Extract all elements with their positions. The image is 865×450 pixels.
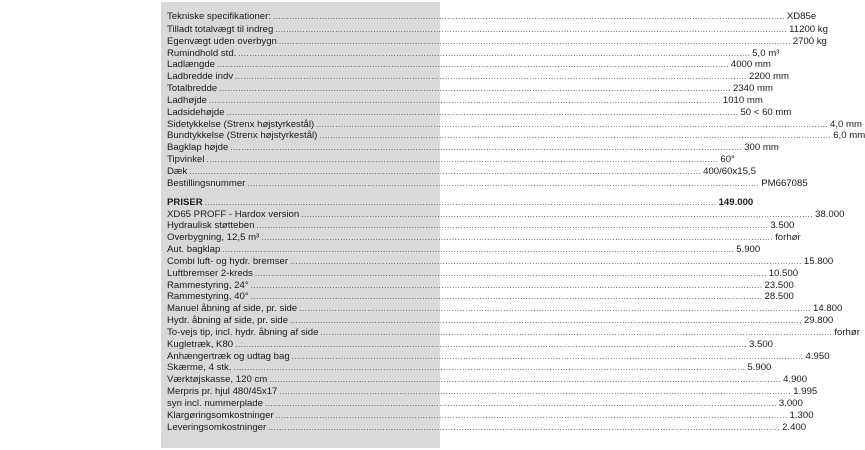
- price-row-label: Rammestyring, 40°: [167, 291, 249, 303]
- price-row-label: Hydr. åbning af side, pr. side: [167, 315, 289, 327]
- price-header-row: [167, 196, 754, 209]
- price-row-label: Leveringsomkostninger: [167, 421, 267, 433]
- leader-dots: [189, 166, 701, 178]
- leader-dots: [279, 36, 791, 48]
- price-row-value: 28.500: [764, 291, 794, 303]
- price-list: [167, 208, 860, 434]
- spec-row: [167, 47, 780, 60]
- spec-sheet: [161, 2, 865, 448]
- price-row: [167, 208, 845, 221]
- price-row-value: 5.900: [747, 362, 772, 374]
- spec-row-value: 300 mm: [744, 142, 779, 154]
- leader-dots: [255, 268, 767, 280]
- price-row: [167, 315, 834, 327]
- price-row-value: 4.950: [805, 350, 830, 362]
- price-row: [167, 303, 843, 315]
- leader-dots: [227, 107, 739, 119]
- leader-dots: [217, 59, 729, 71]
- spec-row: [167, 106, 792, 119]
- spec-row-label: Dæk: [167, 165, 188, 177]
- leader-dots: [261, 232, 773, 244]
- spec-row: [167, 23, 828, 36]
- spec-row-value: 1010 mm: [722, 94, 763, 106]
- price-row: [167, 267, 799, 280]
- price-row-label: Skærme, 4 stk.: [167, 362, 232, 374]
- price-row-value: 3.000: [778, 398, 803, 409]
- leader-dots: [247, 178, 759, 190]
- price-row: [167, 220, 795, 232]
- spec-row-label: Bundtykkelse (Strenx højstyrkestål): [167, 130, 318, 142]
- price-row-value: 4.900: [783, 374, 808, 386]
- leader-dots: [230, 142, 742, 154]
- price-row-label: Kugletræk, K80: [167, 338, 234, 350]
- price-row-label: To-vejs tip, incl. hydr. åbning af side: [167, 326, 319, 338]
- spec-row: [167, 130, 865, 142]
- leader-dots: [265, 398, 777, 410]
- price-row-value: 5.900: [736, 244, 761, 256]
- price-row-label: Manuel åbning af side, pr. side: [167, 303, 298, 315]
- leader-dots: [205, 197, 717, 209]
- leader-dots: [251, 291, 763, 303]
- price-row-value: 29.800: [803, 315, 834, 327]
- spec-row-label: Ladsidehøjde: [167, 106, 225, 118]
- spec-row-value: 2700 kg: [792, 35, 827, 47]
- leader-dots: [234, 362, 746, 374]
- spec-row-value: 50 < 60 mm: [740, 106, 792, 118]
- spec-header-label: Tekniske specifikationer:: [167, 11, 271, 22]
- price-row-label: Anhængertræk og udtag bag: [167, 350, 290, 362]
- spec-row-value: 4000 mm: [730, 59, 771, 71]
- price-row-label: Merpris pr. hjul 480/45x17: [167, 386, 278, 398]
- leader-dots: [207, 154, 719, 166]
- spec-header-row: [167, 11, 817, 23]
- price-header-value: 149.000: [718, 196, 754, 208]
- leader-dots: [320, 327, 832, 339]
- spec-row: [167, 83, 773, 95]
- leader-dots: [299, 303, 811, 315]
- price-row-value: 1.300: [789, 409, 814, 421]
- price-row-value: 38.000: [815, 208, 845, 220]
- leader-dots: [256, 220, 768, 232]
- price-row-value: 10.500: [768, 267, 799, 279]
- leader-dots: [290, 256, 802, 268]
- spec-row-value: 6,0 mm: [833, 130, 865, 142]
- price-row-label: Klargøringsomkostninger: [167, 409, 274, 421]
- price-row: [167, 326, 860, 339]
- spec-row-label: Sidetykkelse (Strenx højstyrkestål): [167, 118, 315, 130]
- spec-list: [167, 23, 865, 190]
- price-row-label: XD65 PROFF - Hardox version: [167, 208, 300, 220]
- spec-header-value: XD85e: [786, 11, 817, 22]
- leader-dots: [273, 11, 785, 23]
- price-row: [167, 409, 814, 422]
- leader-dots: [269, 374, 781, 386]
- spec-row: [167, 177, 808, 190]
- leader-dots: [301, 209, 813, 221]
- spec-row-value: 2340 mm: [733, 83, 773, 95]
- leader-dots: [290, 315, 802, 327]
- price-header-label: PRISER: [167, 196, 203, 208]
- spec-row: [167, 35, 827, 48]
- leader-dots: [316, 119, 828, 131]
- spec-row-value: 11200 kg: [789, 23, 828, 35]
- leader-dots: [251, 280, 763, 292]
- spec-row-label: Bagklap højde: [167, 142, 229, 154]
- price-row: [167, 374, 808, 386]
- price-row-label: Hydraulisk støtteben: [167, 220, 255, 232]
- spec-row-value: 400/60x15,5: [703, 165, 756, 177]
- price-row-label: Luftbremser 2-kreds: [167, 267, 253, 279]
- price-row-value: forhør: [775, 232, 801, 244]
- leader-dots: [219, 83, 731, 95]
- price-row: [167, 350, 830, 363]
- spec-row: [167, 71, 790, 83]
- price-row-value: 1.995: [793, 386, 818, 398]
- price-row: [167, 421, 807, 434]
- spec-row: [167, 165, 756, 178]
- spec-row-value: 60°: [720, 154, 735, 166]
- leader-dots: [279, 386, 791, 398]
- price-row: [167, 291, 794, 303]
- leader-dots: [268, 422, 780, 434]
- leader-dots: [235, 339, 747, 351]
- leader-dots: [319, 130, 831, 142]
- spec-row-label: Totalbredde: [167, 83, 218, 95]
- spec-row-label: Egenvægt uden overbygn: [167, 35, 277, 47]
- price-row-label: Combi luft- og hydr. bremser: [167, 255, 289, 267]
- spec-row: [167, 142, 779, 154]
- price-row: [167, 398, 803, 410]
- spec-row-label: Ladbredde indv: [167, 71, 234, 83]
- spec-row: [167, 118, 863, 131]
- leader-dots: [209, 95, 721, 107]
- spec-row-label: Bestillingsnummer: [167, 177, 246, 189]
- price-row-value: 23.500: [764, 279, 794, 291]
- spec-row-label: Ladlængde: [167, 59, 216, 71]
- spec-row-value: 2200 mm: [749, 71, 790, 83]
- spec-row-label: Tipvinkel: [167, 154, 205, 166]
- price-row-value: forhør: [834, 326, 860, 338]
- leader-dots: [275, 24, 787, 36]
- price-row: [167, 255, 834, 268]
- price-row-value: 2.400: [782, 421, 807, 433]
- price-row-value: 3.500: [770, 220, 795, 232]
- price-row-label: Værktøjskasse, 120 cm: [167, 374, 268, 386]
- price-row: [167, 279, 794, 292]
- leader-dots: [238, 48, 750, 60]
- spec-row-label: Tilladt totalvægt til indreg: [167, 23, 274, 35]
- price-row: [167, 338, 774, 351]
- spec-row-value: 5,0 m³: [752, 47, 780, 59]
- price-row: [167, 362, 772, 374]
- leader-dots: [222, 244, 734, 256]
- leader-dots: [276, 410, 788, 422]
- spec-row-value: 4,0 mm: [830, 118, 863, 130]
- price-row-label: Aut. bagklap: [167, 244, 221, 256]
- price-row-value: 15.800: [803, 255, 834, 267]
- spec-row-label: Rumindhold std.: [167, 47, 237, 59]
- price-row: [167, 232, 801, 244]
- spec-row: [167, 94, 763, 107]
- price-row: [167, 386, 818, 398]
- spec-row-value: PM667085: [761, 177, 808, 189]
- price-row-label: Overbygning, 12,5 m³: [167, 232, 260, 244]
- price-row-label: Rammestyring, 24°: [167, 279, 249, 291]
- spec-row-label: Ladhøjde: [167, 94, 208, 106]
- price-row-label: syn incl. nummerplade: [167, 398, 263, 409]
- price-row-value: 14.800: [813, 303, 843, 315]
- spec-row: [167, 59, 771, 71]
- spec-row: [167, 154, 735, 166]
- price-row: [167, 244, 761, 256]
- price-row-value: 3.500: [749, 338, 774, 350]
- leader-dots: [292, 351, 804, 363]
- leader-dots: [235, 71, 747, 83]
